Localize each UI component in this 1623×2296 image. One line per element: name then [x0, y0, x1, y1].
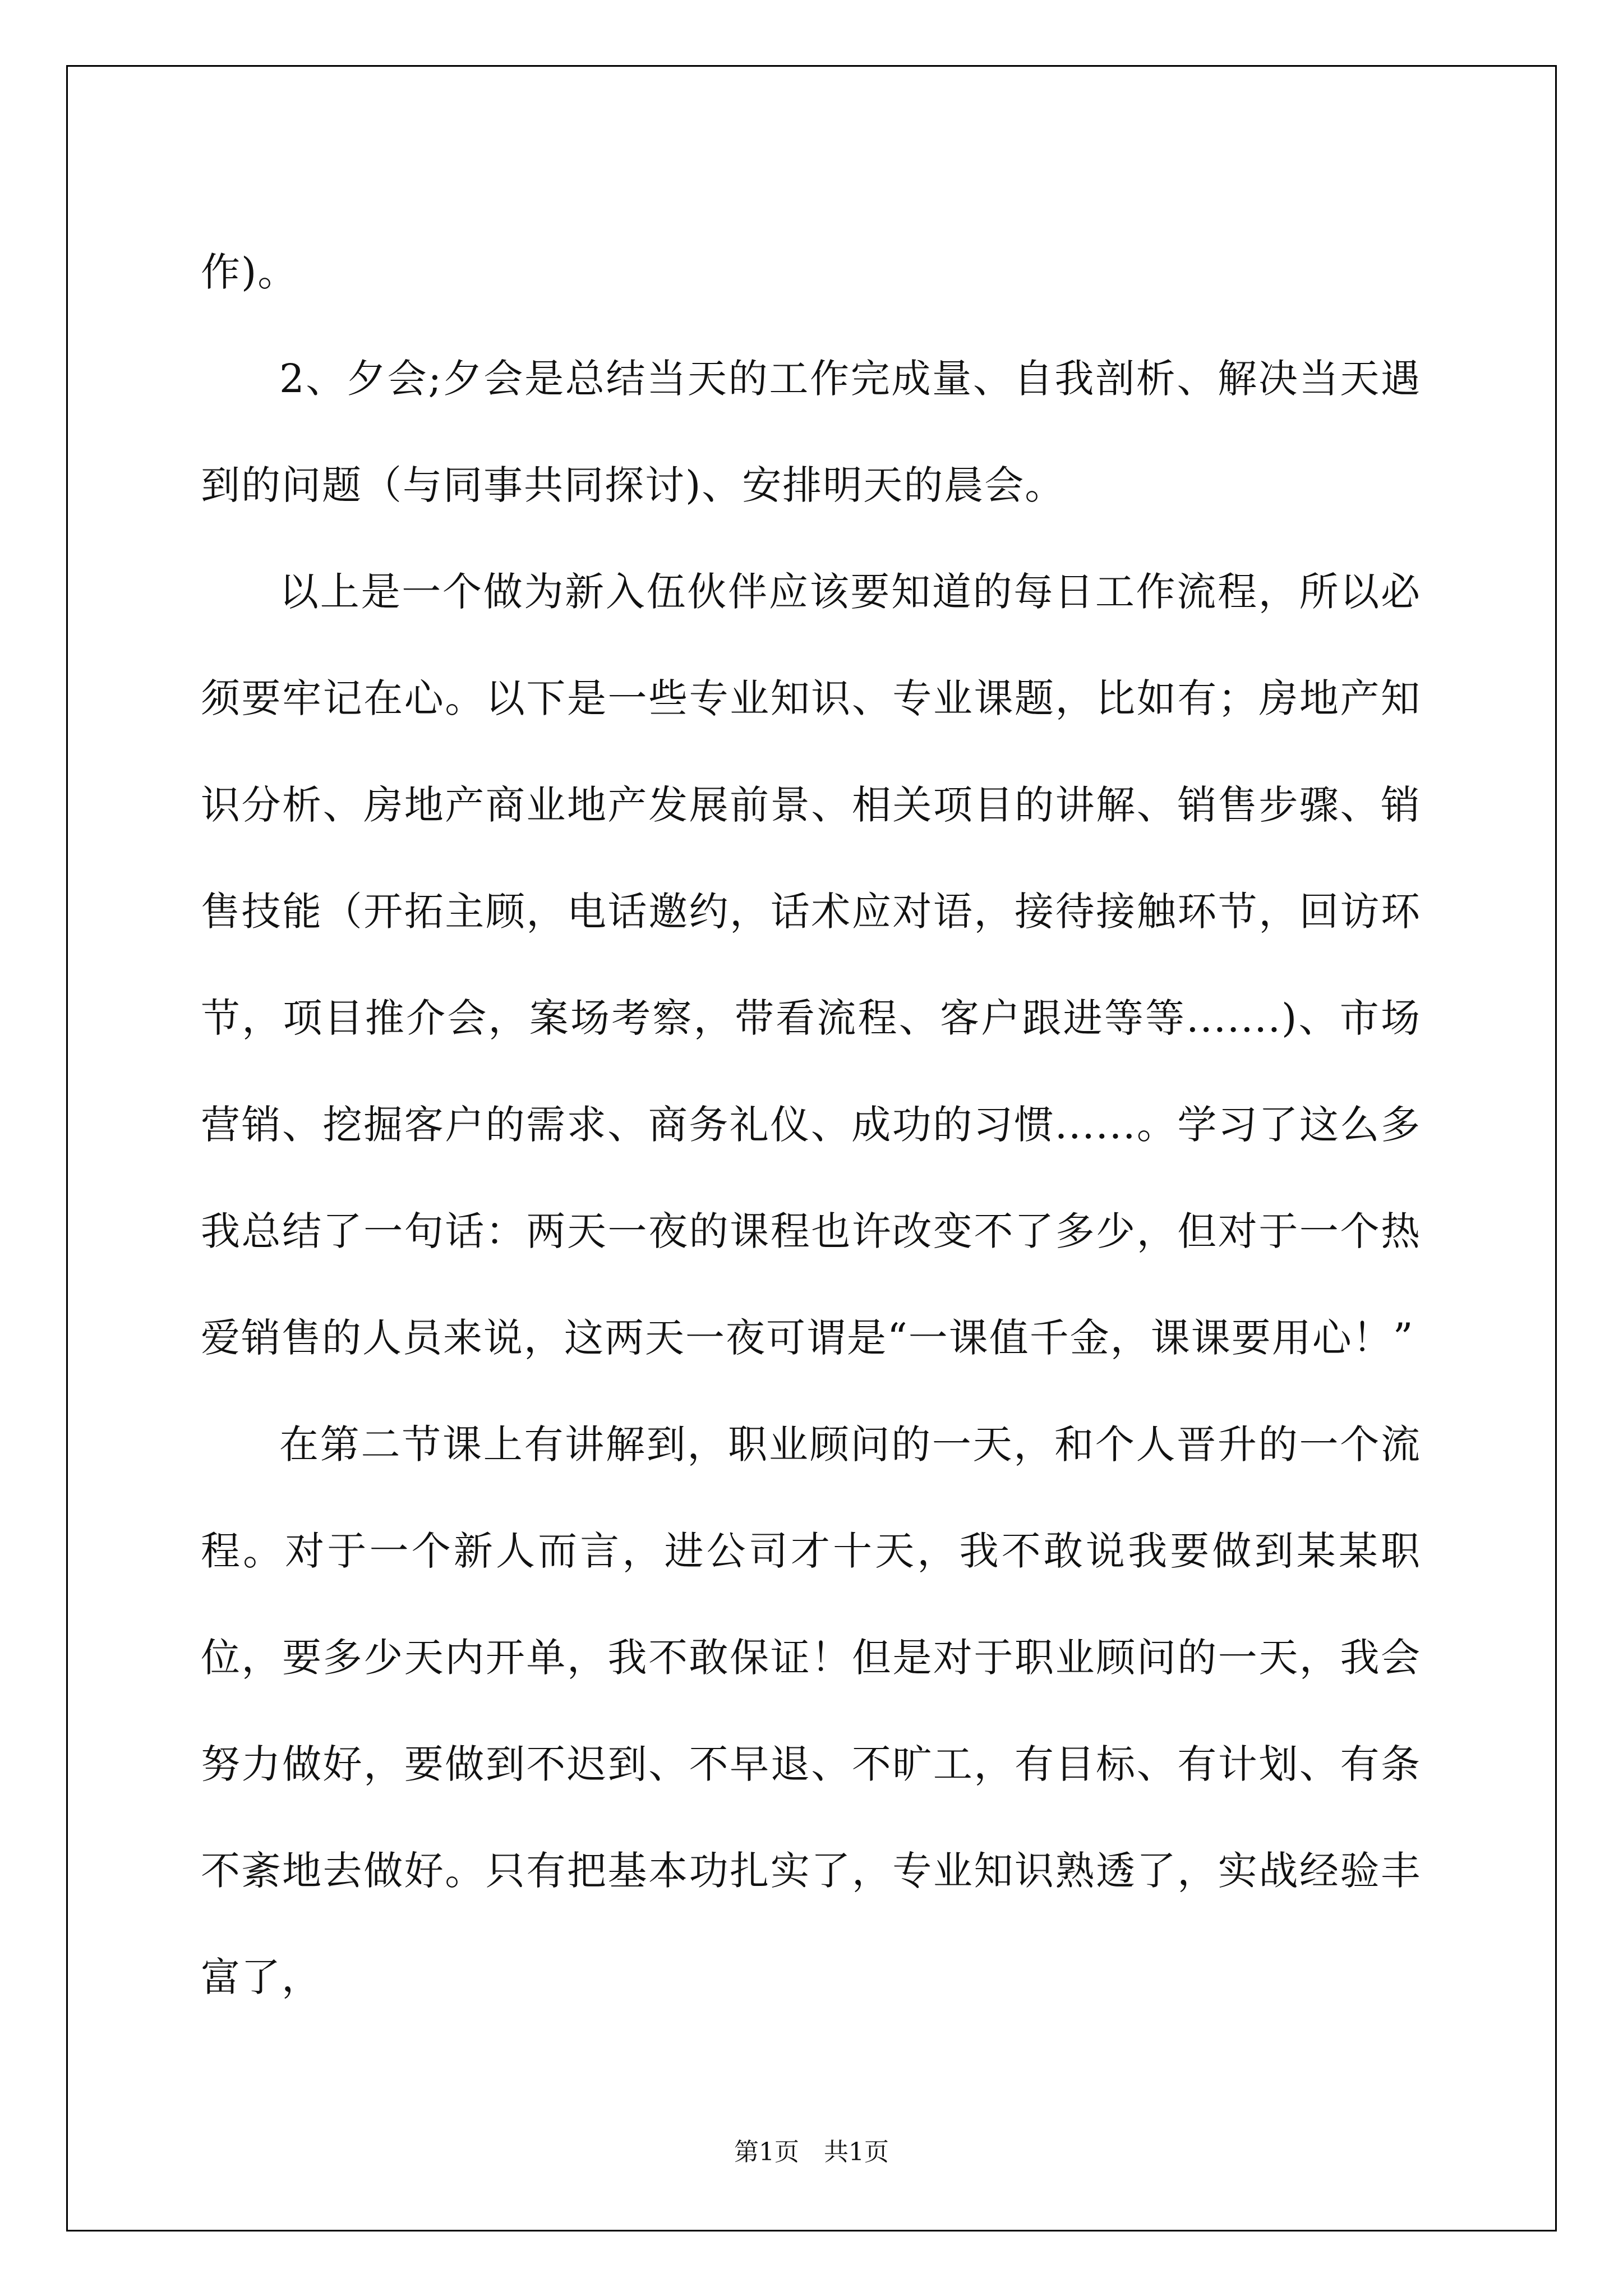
paragraph-4: 在第二节课上有讲解到，职业顾问的一天，和个人晋升的一个流程。对于一个新人而言，进公司才十天，我不敢说我要做到某某职位，要多少天内开单，我不敢保证！但是对于职业顾问的一天，我会努力做好，要做到不迟到、不早退、不旷工，有目标、有计划、有条不紊地去做好。只有把基本功扎实了，专业知识熟透了，实战经验丰富了， — [201, 1421, 1421, 2000]
paragraph-1: 作)。 — [201, 249, 298, 295]
document-body — [201, 219, 1421, 2031]
paragraph-2: 2、夕会;夕会是总结当天的工作完成量、自我剖析、解决当天遇到的问题（与同事共同探讨)、安排明天的晨会。 — [201, 356, 1421, 508]
page-footer: 第1页 共1页 — [734, 2138, 889, 2166]
paragraph-3: 以上是一个做为新入伍伙伴应该要知道的每日工作流程，所以必须要牢记在心。以下是一些专业知识、专业课题，比如有；房地产知识分析、房地产商业地产发展前景、相关项目的讲解、销售步骤、销售技能（开拓主顾，电话邀约，话术应对语，接待接触环节，回访环节，项目推介会，案场考察，带看流程、客户跟进等等.......)、市场营销、挖掘客户的需求、商务礼仪、成功的习惯......。学习了这么多我总结了一句话：两天一夜的课程也许改变不了多少，但对于一个热爱销售的人员来说，这两天一夜可谓是“一课值千金，课课要用心！” — [201, 569, 1421, 1361]
